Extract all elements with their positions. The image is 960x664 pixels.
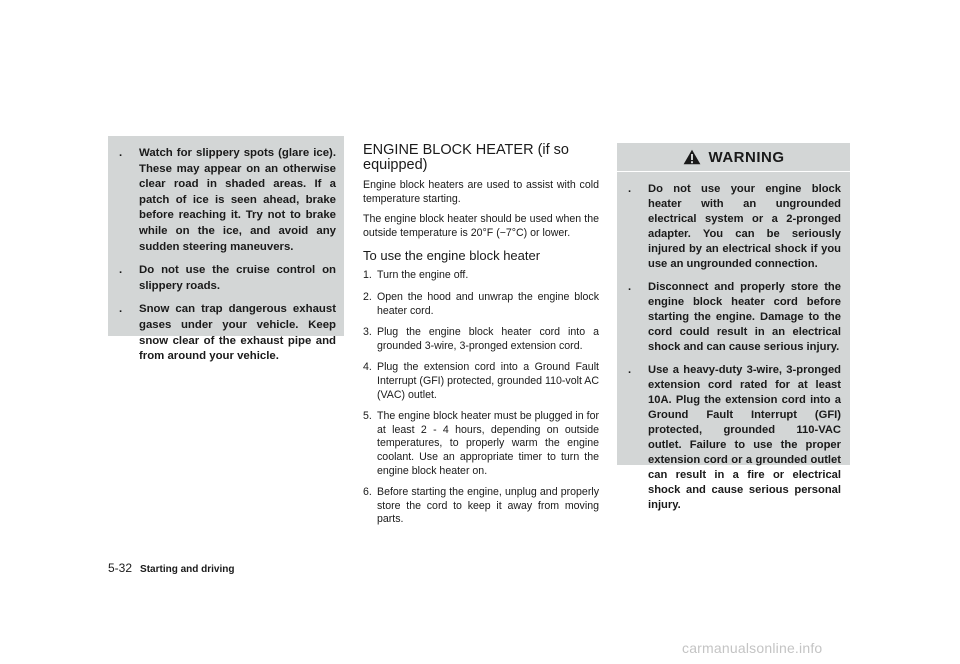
step-number: 5. — [363, 410, 372, 423]
bullet-text: Snow can trap dangerous exhaust gases under your vehicle. Keep snow clear of the exhaust pipe and from around your vehicle. — [139, 303, 336, 363]
page-footer — [108, 561, 234, 575]
subsection-title: To use the engine block heater — [363, 248, 541, 264]
step-text: Plug the extension cord into a Ground Fault Interrupt (GFI) protected, grounded 110-volt AC (VAC) outlet. — [377, 361, 599, 401]
bullet-glyph: . — [628, 183, 632, 195]
steps-list — [363, 269, 599, 527]
chapter-title: Starting and driving — [140, 564, 235, 575]
list-item — [625, 280, 841, 355]
list-item — [116, 302, 336, 364]
step-text: Open the hood and unwrap the engine block heater cord. — [377, 290, 599, 317]
step-item — [363, 269, 599, 283]
step-item — [363, 486, 599, 527]
step-item — [363, 291, 599, 318]
step-number: 2. — [363, 290, 372, 303]
bullet-glyph: . — [119, 147, 123, 159]
step-number: 4. — [363, 361, 372, 374]
step-number: 6. — [363, 486, 372, 499]
bullet-glyph: . — [119, 303, 123, 316]
engine-block-heater-section — [363, 143, 599, 535]
bullet-text: Watch for slippery spots (glare ice). These may appear on an otherwise clear road in shaded areas. If a patch of ice is seen ahead, brake before reaching it. Try not to brake while on the ice, and avoid any sudden steering maneuvers. — [139, 147, 336, 253]
section-title: ENGINE BLOCK HEATER (if so equipped) — [363, 142, 569, 173]
bullet-text: Use a heavy-duty 3-wire, 3-pronged extension cord rated for at least 10A. Plug the extension cord into a Ground Fault Interrupt (GFI) protected, grounded 110-VAC outlet. Failure to use the proper extension cord or a grounded outlet can result in a fire or electrical shock and cause serious personal injury. — [648, 364, 841, 511]
list-item — [625, 363, 841, 513]
watermark: carmanualsonline.info — [682, 640, 823, 656]
warning-list — [625, 182, 841, 513]
bullet-glyph: . — [119, 264, 123, 277]
bullet-text: Disconnect and properly store the engine block heater cord before starting the engine. Damage to the cord could result in an electrical shock and can cause serious injury. — [648, 281, 841, 353]
list-item — [116, 263, 336, 294]
bullet-glyph: . — [628, 364, 632, 376]
bullet-text: Do not use the cruise control on slippery roads. — [139, 264, 336, 292]
paragraph: Engine block heaters are used to assist with cold temperature starting. — [363, 179, 599, 205]
caution-list — [116, 146, 336, 365]
step-item — [363, 410, 599, 478]
step-text: Plug the engine block heater cord into a grounded 3-wire, 3-pronged extension cord. — [377, 326, 599, 352]
caution-box — [108, 136, 344, 363]
warning-title: WARNING — [708, 148, 785, 166]
page-number: 5-32 — [108, 561, 133, 575]
step-text: The engine block heater must be plugged in for at least 2 - 4 hours, depending on outside temperatures, to properly warm the engine coolant. Use an appropriate timer to turn the engine block heater on. — [377, 410, 599, 477]
paragraph: The engine block heater should be used when the outside temperature is 20°F (−7°C) or lower. — [363, 213, 599, 239]
warning-triangle-icon — [683, 149, 701, 165]
step-number: 1. — [363, 269, 372, 282]
warning-header — [617, 143, 850, 172]
bullet-text: Do not use your engine block heater with an ungrounded electrical system or a 2-pronged adapter. You can be seriously injured by an electrical shock if you use an ungrounded connection. — [648, 183, 841, 270]
step-text: Before starting the engine, unplug and properly store the cord to keep it away from moving parts. — [377, 486, 599, 526]
step-item — [363, 361, 599, 402]
step-item — [363, 326, 599, 353]
bullet-glyph: . — [628, 281, 632, 293]
step-number: 3. — [363, 326, 372, 339]
warning-box — [617, 143, 850, 511]
list-item — [625, 182, 841, 272]
step-text: Turn the engine off. — [377, 269, 469, 282]
list-item — [116, 146, 336, 255]
